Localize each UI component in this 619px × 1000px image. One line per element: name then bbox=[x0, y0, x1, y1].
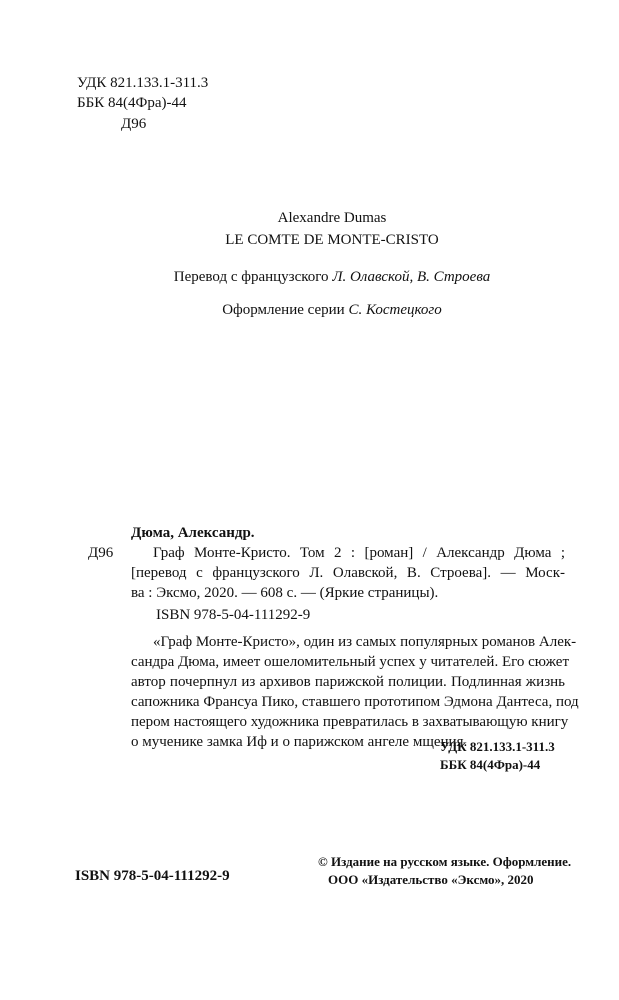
copyright-line: ООО «Издательство «Эксмо», 2020 bbox=[328, 872, 534, 887]
description-line: Граф Монте-Кристо. Том 2 : [роман] / Александр Дюма ; bbox=[153, 545, 565, 561]
card-code: Д96 bbox=[88, 545, 114, 561]
translators: Л. Олавской, В. Строева bbox=[332, 269, 491, 285]
card-author-heading: Дюма, Александр. bbox=[131, 525, 255, 541]
designer: С. Костецкого bbox=[348, 302, 442, 318]
card-udk: УДК 821.133.1-311.3 bbox=[440, 739, 555, 754]
description-line: [перевод с французского Л. Олавской, В. Строева]. — Моск- bbox=[131, 565, 565, 581]
design-credit bbox=[0, 300, 619, 320]
translation-label: Перевод с французского bbox=[173, 269, 329, 285]
annotation-line: о мученике замка Иф и о парижском ангеле мщения. bbox=[131, 734, 468, 750]
annotation-line: пером настоящего художника превратилась в захватывающую книгу bbox=[131, 714, 569, 730]
footer-isbn: ISBN 978-5-04-111292-9 bbox=[75, 868, 230, 884]
bbk-code: ББК 84(4Фра)-44 bbox=[77, 95, 187, 111]
annotation-line: сапожника Франсуа Пико, ставшего прототипом Эдмона Дантеса, под bbox=[131, 694, 579, 710]
author-sign: Д96 bbox=[121, 116, 147, 132]
card-bbk: ББК 84(4Фра)-44 bbox=[440, 757, 541, 772]
original-title: LE COMTE DE MONTE-CRISTO bbox=[225, 232, 439, 248]
card-isbn: ISBN 978-5-04-111292-9 bbox=[156, 607, 311, 623]
description-line: ва : Эксмо, 2020. — 608 с. — (Яркие страницы). bbox=[131, 585, 439, 601]
annotation-line: автор почерпнул из архивов парижской полиции. Подлинная жизнь bbox=[131, 674, 565, 690]
annotation-line: «Граф Монте-Кристо», один из самых популярных романов Алек- bbox=[153, 634, 577, 650]
udk-code: УДК 821.133.1-311.3 bbox=[77, 75, 209, 91]
translation-credit bbox=[0, 267, 619, 287]
annotation-line: сандра Дюма, имеет ошеломительный успех у читателей. Его сюжет bbox=[131, 654, 570, 670]
original-author: Alexandre Dumas bbox=[277, 210, 387, 226]
design-label: Оформление серии bbox=[222, 302, 345, 318]
copyright-line: © Издание на русском языке. Оформление. bbox=[318, 854, 572, 869]
